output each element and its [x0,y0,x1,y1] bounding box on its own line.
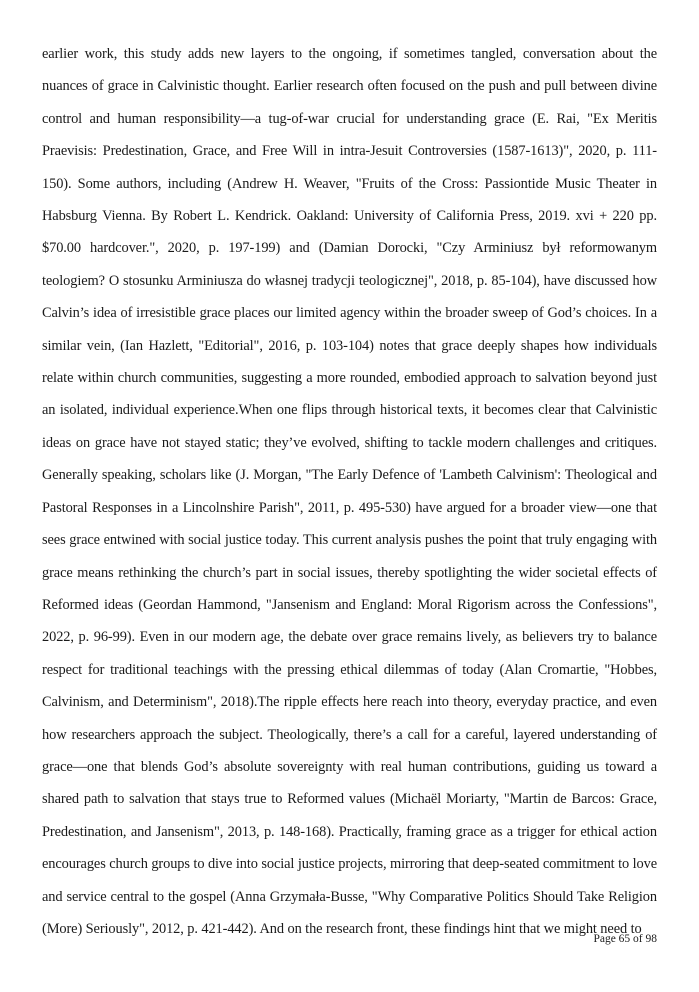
page-number: Page 65 of 98 [593,933,657,945]
body-paragraph: earlier work, this study adds new layers to the ongoing, if sometimes tangled, conversation about the nuances of grace in Calvinistic thought. Earlier research often focused on the push and pull between divine control and human responsibility—a tug-of-war crucial for understanding grace (E. Rai, "Ex Meritis Praevisis: Predestination, Grace, and Free Will in intra-Jesuit Controversies (1587-1613)", 2020, p. 111-150). Some authors, including (Andrew H. Weaver, "Fruits of the Cross: Passiontide Music Theater in Habsburg Vienna. By Robert L. Kendrick. Oakland: University of California Press, 2019. xvi + 220 pp. $70.00 hardcover.", 2020, p. 197-199) and (Damian Dorocki, "Czy Arminiusz był reformowanym teologiem? O stosunku Arminiusza do własnej tradycji teologicznej", 2018, p. 85-104), have discussed how Calvin’s idea of irresistible grace places our limited agency within the broader sweep of God’s choices. In a similar vein, (Ian Hazlett, "Editorial", 2016, p. 103-104) notes that grace deeply shapes how individuals relate within church communities, suggesting a more rounded, embodied approach to salvation beyond just an isolated, individual experience.When one flips through historical texts, it becomes clear that Calvinistic ideas on grace have not stayed static; they’ve evolved, shifting to tackle modern challenges and critiques. Generally speaking, scholars like (J. Morgan, "The Early Defence of 'Lambeth Calvinism': Theological and Pastoral Responses in a Lincolnshire Parish", 2011, p. 495-530) have argued for a broader view—one that sees grace entwined with social justice today. This current analysis pushes the point that truly engaging with grace means rethinking the church’s part in social issues, thereby spotlighting the wider societal effects of Reformed ideas (Geordan Hammond, "Jansenism and England: Moral Rigorism across the Confessions", 2022, p. 96-99). Even in our modern age, the debate over grace remains lively, as believers try to balance respect for traditional teachings with the pressing ethical dilemmas of today (Alan Cromartie, "Hobbes, Calvinism, and Determinism", 2018).The ripple effects here reach into theory, everyday practice, and even how researchers approach the subject. Theologically, there’s a call for a careful, layered understanding of grace—one that blends God’s absolute sovereignty with real human contributions, guiding us toward a shared path to salvation that stays true to Reformed values (Michaël Moriarty, "Martin de Barcos: Grace, Predestination, and Jansenism", 2013, p. 148-168). Practically, framing grace as a trigger for ethical action encourages church groups to dive into social justice projects, mirroring that deep-seated commitment to love and service central to the gospel (Anna Grzymała-Busse, "Why Comparative Politics Should Take Religion (More) Seriously", 2012, p. 421-442). And on the research front, these findings hint that we might need to [42,46,657,937]
